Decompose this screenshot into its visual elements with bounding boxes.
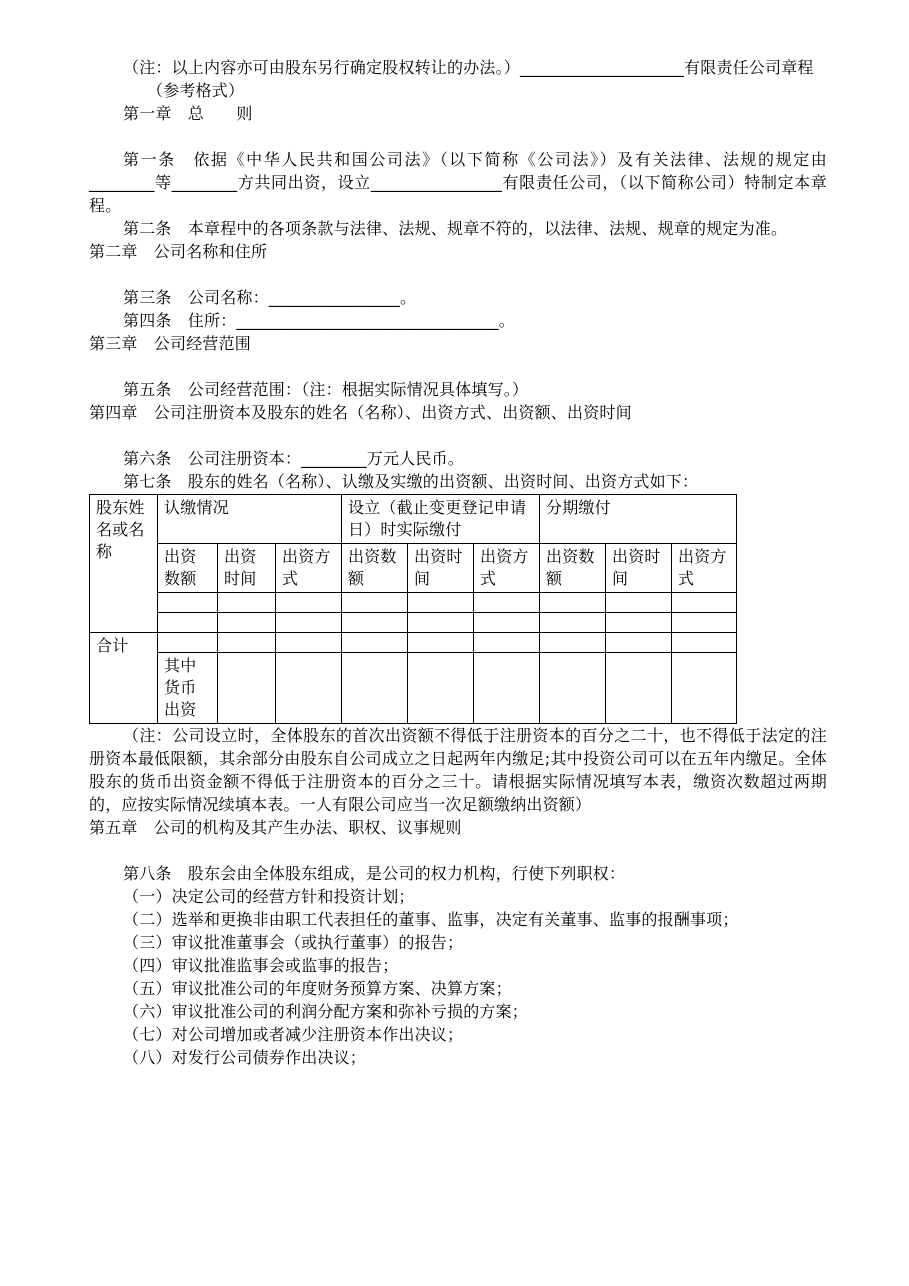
- subscribed-amount-header: 出资数额: [158, 544, 218, 593]
- installment-group-header: 分期缴付: [540, 495, 737, 544]
- chapter-2-heading: 第二章 公司名称和住所: [89, 242, 268, 261]
- subscribed-group-header: 认缴情况: [158, 495, 342, 544]
- article-1: 第一条 依据《中华人民共和国公司法》（以下简称《公司法》）及有关法律、法规的规定由________等________方共同出资，设立________________有限责任公司，（以下简称公司）特制定本章程。: [89, 150, 827, 215]
- intro-note: （注：以上内容亦可由股东另行确定股权转让的办法。）____________________有限责任公司章程: [123, 58, 814, 77]
- installment-amount-header: 出资数额: [540, 544, 606, 593]
- subscribed-time-header: 出资时间: [218, 544, 276, 593]
- capital-contribution-table: [89, 494, 737, 724]
- installment-method-header: 出资方式: [672, 544, 737, 593]
- shareholder-name-header: 股东姓名或名称: [90, 495, 158, 633]
- table-row: [90, 633, 737, 653]
- chapter-1-heading: 第一章 总 则: [123, 104, 253, 123]
- total-label: 合计: [90, 633, 158, 724]
- paid-amount-header: 出资数额: [342, 544, 408, 593]
- list-item: （四）审议批准监事会或监事的报告；: [123, 956, 399, 975]
- article-5: 第五条 公司经营范围：（注：根据实际情况具体填写。）: [123, 380, 529, 399]
- installment-time-header: 出资时间: [606, 544, 672, 593]
- table-note: （注：公司设立时，全体股东的首次出资额不得低于注册资本的百分之二十，也不得低于法定的注册资本最低限额，其余部分由股东自公司成立之日起两年内缴足;其中投资公司可以在五年内缴足。全体股东的货币出资金额不得低于注册资本的百分之三十。请根据实际情况填写本表，缴资次数超过两期的，应按实际情况续填本表。一人有限公司应当一次足额缴纳出资额）: [89, 726, 827, 814]
- article-3: 第三条 公司名称：________________。: [123, 288, 417, 307]
- list-item: （八）对发行公司债券作出决议；: [123, 1048, 367, 1067]
- subscribed-method-header: 出资方式: [276, 544, 342, 593]
- article-6: 第六条 公司注册资本：________万元人民币。: [123, 449, 465, 468]
- chapter-3-heading: 第三章 公司经营范围: [89, 334, 252, 353]
- table-row: [90, 593, 737, 613]
- table-row: [90, 613, 737, 633]
- list-item: （三）审议批准董事会（或执行董事）的报告；: [123, 933, 464, 952]
- document-page: [89, 56, 827, 1069]
- chapter-4-heading: 第四章 公司注册资本及股东的姓名（名称）、出资方式、出资额、出资时间: [89, 403, 632, 422]
- paid-method-header: 出资方式: [474, 544, 540, 593]
- powers-list: [89, 885, 827, 1069]
- table-row: [90, 653, 737, 724]
- chapter-5-heading: 第五章 公司的机构及其产生办法、职权、议事规则: [89, 818, 462, 837]
- paid-time-header: 出资时间: [408, 544, 474, 593]
- article-7: 第七条 股东的姓名（名称）、认缴及实缴的出资额、出资时间、出资方式如下：: [123, 472, 699, 491]
- monetary-contribution-label: 其中货币出资: [158, 653, 218, 724]
- list-item: （一）决定公司的经营方针和投资计划；: [123, 887, 415, 906]
- article-4: 第四条 住所：________________________________。: [123, 311, 516, 330]
- paid-group-header: 设立（截止变更登记申请日）时实际缴付: [342, 495, 540, 544]
- list-item: （七）对公司增加或者减少注册资本作出决议；: [123, 1025, 464, 1044]
- reference-format: （参考格式）: [147, 81, 245, 100]
- list-item: （二）选举和更换非由职工代表担任的董事、监事，决定有关董事、监事的报酬事项；: [123, 910, 739, 929]
- article-2: 第二条 本章程中的各项条款与法律、法规、规章不符的，以法律、法规、规章的规定为准。: [123, 219, 788, 238]
- list-item: （五）审议批准公司的年度财务预算方案、决算方案；: [123, 979, 512, 998]
- list-item: （六）审议批准公司的利润分配方案和弥补亏损的方案；: [123, 1002, 529, 1021]
- article-8: 第八条 股东会由全体股东组成，是公司的权力机构，行使下列职权：: [123, 864, 626, 883]
